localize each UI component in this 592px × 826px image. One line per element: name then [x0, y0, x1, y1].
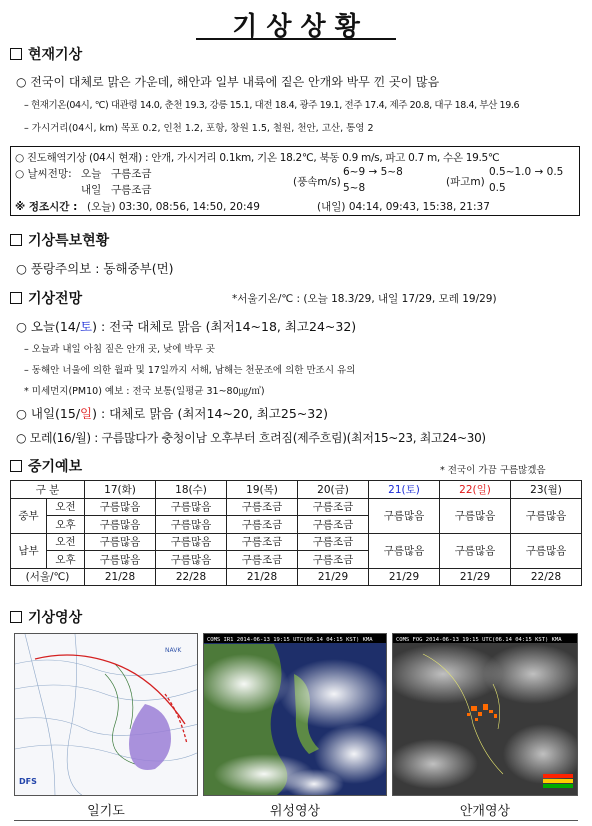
pm-label: 오후: [47, 516, 85, 534]
day-header: 23(월): [511, 481, 582, 499]
outlook-note-fog: – 오늘과 내일 아침 짙은 안개 곳, 낮에 박무 곳: [24, 344, 215, 355]
tomorrow-forecast: ) : 대체로 맑음 (최저14~20, 최고25~32): [92, 406, 329, 421]
caption-weather-chart: 일기도: [87, 804, 125, 819]
section-heading: 중기예보: [28, 459, 83, 475]
forecast-cell: 구름많음: [85, 516, 156, 534]
forecast-cell: 구름많음: [85, 498, 156, 516]
day-header: 21(토): [369, 481, 440, 499]
wind-today: 6~9 → 5~8: [343, 166, 403, 178]
jindo-sea-weather: ○ 진도해역기상 (04시 현재) : 안개, 가시거리 0.1km, 기온 18.2℃, 북동 0.9 m/s, 파고 0.7 m, 수온 19.5℃: [15, 152, 500, 164]
current-summary: ○ 전국이 대체로 맑은 가운데, 해안과 일부 내륙에 짙은 안개와 박무 낀 곳이 많음: [16, 75, 440, 89]
section-heading: 기상특보현황: [28, 233, 110, 249]
tide-today: (오늘) 03:30, 08:56, 14:50, 20:49: [87, 201, 260, 213]
today-day: 토: [80, 319, 93, 334]
temp-cell: 21/29: [369, 568, 440, 586]
day-after-outlook: ○ 모레(16/월) : 구름많다가 충청이남 오후부터 흐려짐(제주흐림)(최저15~23, 최고24~30): [16, 431, 486, 445]
sea-today-value: 구름조금: [111, 168, 152, 180]
section-heading: 기상전망: [28, 291, 83, 307]
current-visibility: – 가시거리(04시, km) 목포 0.2, 인천 1.2, 포항, 창원 1.5, 철원, 천안, 고산, 통영 2: [24, 123, 374, 134]
forecast-cell: 구름많음: [156, 498, 227, 516]
section-outlook: [10, 288, 82, 308]
forecast-cell: 구름조금: [227, 551, 298, 569]
seoul-temperature-note: *서울기온/℃ : (오늘 18.3/29, 내일 17/29, 모레 19/29): [232, 293, 497, 305]
section-current-weather: [10, 44, 82, 64]
wave-label: (파고m): [446, 176, 485, 188]
temp-cell: 21/29: [298, 568, 369, 586]
section-images: [10, 607, 82, 627]
forecast-cell: 구름많음: [369, 533, 440, 568]
caption-satellite: 위성영상: [269, 804, 321, 819]
tomorrow-prefix: ○ 내일(15/: [16, 406, 81, 421]
temp-cell: 22/28: [511, 568, 582, 586]
square-bullet-icon: [10, 234, 22, 246]
today-prefix: ○ 오늘(14/: [16, 319, 81, 334]
forecast-cell: 구름조금: [298, 551, 369, 569]
forecast-cell: 구름많음: [369, 498, 440, 533]
table-row: [11, 568, 582, 586]
table-row: [11, 533, 582, 551]
tomorrow-day: 일: [80, 406, 93, 421]
forecast-cell: 구름많음: [85, 551, 156, 569]
temp-cell: 21/28: [227, 568, 298, 586]
seoul-temp-label: (서울/℃): [11, 568, 85, 586]
title-underline: [196, 38, 396, 40]
satellite-graphic: [204, 634, 387, 796]
temp-cell: 22/28: [156, 568, 227, 586]
day-header: 22(일): [440, 481, 511, 499]
forecast-cell: 구름조금: [227, 533, 298, 551]
wave-today: 0.5~1.0 → 0.5: [489, 166, 564, 178]
satellite-header: COMS IR1 2014-06-13 19:15 UTC(06.14 04:15 KST) KMA: [207, 637, 373, 643]
caption-fog: 안개영상: [459, 804, 511, 819]
am-label: 오전: [47, 533, 85, 551]
wave-tomorrow: 0.5: [489, 182, 506, 194]
midterm-forecast-table: [10, 480, 582, 586]
sea-tomorrow-label: 내일: [81, 184, 102, 196]
sea-tomorrow-value: 구름조금: [111, 184, 152, 196]
square-bullet-icon: [10, 611, 22, 623]
forecast-cell: 구름많음: [156, 533, 227, 551]
header-label: 구 분: [11, 481, 85, 499]
outlook-note-tide: – 동해안 너울에 의한 월파 및 17일까지 서해, 남해는 천문조에 의한 만조시 유의: [24, 365, 356, 376]
square-bullet-icon: [10, 292, 22, 304]
region-central: 중부: [11, 498, 47, 533]
fine-dust-forecast: * 미세먼지(PM10) 예보 : 전국 보통(일평균 31~80㎍/㎥): [24, 386, 265, 397]
weather-outlook-label: ○ 날씨전망:: [15, 168, 72, 180]
wind-label: (풍속m/s): [293, 176, 341, 188]
forecast-cell: 구름조금: [227, 516, 298, 534]
square-bullet-icon: [10, 48, 22, 60]
forecast-cell: 구름조금: [298, 516, 369, 534]
fog-image: [392, 633, 578, 796]
day-header: 17(화): [85, 481, 156, 499]
forecast-cell: 구름많음: [156, 551, 227, 569]
section-heading: 기상영상: [28, 610, 83, 626]
am-label: 오전: [47, 498, 85, 516]
forecast-cell: 구름조금: [227, 498, 298, 516]
day-header: 19(목): [227, 481, 298, 499]
fog-graphic: [393, 634, 578, 796]
page-title: 기 상 상 황: [232, 12, 360, 42]
temp-cell: 21/28: [85, 568, 156, 586]
sea-weather-box: [10, 146, 580, 216]
today-forecast: ) : 전국 대체로 맑음 (최저14~18, 최고24~32): [92, 319, 357, 334]
wind-tomorrow: 5~8: [343, 182, 366, 194]
forecast-cell: 구름많음: [440, 498, 511, 533]
caption-divider: [14, 820, 578, 821]
region-south: 남부: [11, 533, 47, 568]
map-corner-label: DFS: [19, 777, 37, 786]
forecast-cell: 구름많음: [85, 533, 156, 551]
forecast-cell: 구름많음: [511, 498, 582, 533]
current-temperatures: – 현재기온(04시, ℃) 대관령 14.0, 춘천 19.3, 강릉 15.1, 대전 18.4, 광주 19.1, 전주 17.4, 제주 20.8, 대구 18.4, 부산 19.6: [24, 100, 520, 111]
section-heading: 현재기상: [28, 47, 83, 63]
forecast-cell: 구름조금: [298, 533, 369, 551]
tomorrow-outlook: [16, 404, 328, 422]
day-header: 18(수): [156, 481, 227, 499]
pm-label: 오후: [47, 551, 85, 569]
weather-chart-graphic: [15, 634, 198, 796]
section-warnings: [10, 230, 109, 250]
forecast-cell: 구름많음: [511, 533, 582, 568]
sea-today-label: 오늘: [81, 168, 102, 180]
today-outlook: [16, 317, 356, 335]
temp-cell: 21/29: [440, 568, 511, 586]
day-header: 20(금): [298, 481, 369, 499]
table-row: [11, 498, 582, 516]
forecast-cell: 구름조금: [298, 498, 369, 516]
fog-header: COMS FOG 2014-06-13 19:15 UTC(06.14 04:15 KST) KMA: [396, 637, 562, 643]
forecast-cell: 구름많음: [156, 516, 227, 534]
weather-chart-image: [14, 633, 198, 796]
section-midterm: [10, 456, 82, 476]
svg-text:NAVK: NAVK: [165, 647, 182, 654]
table-header-row: [11, 481, 582, 499]
tide-tomorrow: (내일) 04:14, 09:43, 15:38, 21:37: [317, 201, 490, 213]
tide-label: ※ 정조시간 :: [15, 201, 78, 213]
warning-item: ○ 풍랑주의보 : 동해중부(먼): [16, 261, 174, 276]
forecast-cell: 구름많음: [440, 533, 511, 568]
satellite-image: [203, 633, 387, 796]
midterm-note: * 전국이 가끔 구름많겠음: [440, 465, 546, 476]
square-bullet-icon: [10, 460, 22, 472]
